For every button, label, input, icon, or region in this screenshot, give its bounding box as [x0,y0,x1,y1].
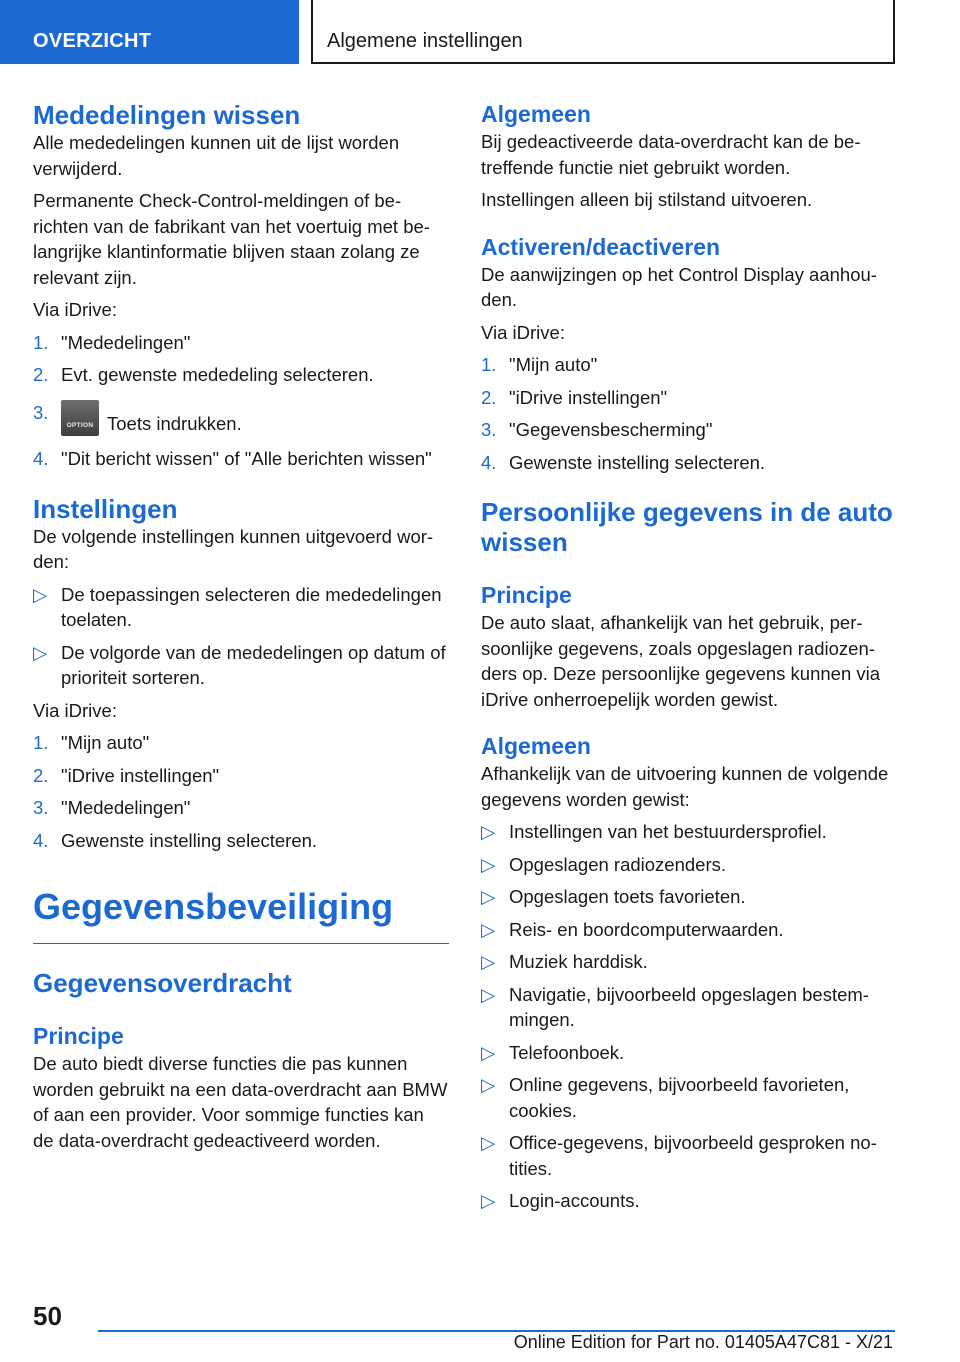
list-item [481,852,895,878]
paragraph: De auto slaat, afhankelijk van het gebruik, persoonlijke gegevens, zoals opgeslagen radiozenders op. Deze persoonlijke gegevens kunnen via iDrive onherroepelijk worden gewist. [481,612,881,710]
list-item [481,1130,895,1181]
step-text: "iDrive instellingen" [61,764,220,786]
triangle-bullet-icon: ▷ [481,853,496,875]
step-text: Gewenste instelling selecteren. [509,451,766,473]
paragraph: De aanwijzingen op het Control Display aanhouden. [481,263,877,310]
list-item [481,1188,895,1214]
bullet-list [481,819,895,1214]
step-text: "Dit bericht wissen" of "Alle berichten wissen" [61,448,432,469]
step-number: 2. [481,386,497,408]
step-number: 3. [481,419,497,440]
list-item [33,582,449,633]
list-item [33,362,449,388]
bullet-text: Opgeslagen toets favorieten. [509,886,746,907]
steps-list [33,330,449,472]
triangle-bullet-icon: ▷ [481,886,496,907]
triangle-bullet-icon: ▷ [481,1041,496,1063]
header-chapter-tab [311,0,895,64]
subsection-title-algemeen: Algemeen [481,101,591,127]
header-section-tab [0,0,299,64]
triangle-bullet-icon: ▷ [481,1074,496,1095]
step-text: "Mededelingen" [61,331,191,353]
list-item [33,828,449,854]
triangle-bullet-icon: ▷ [33,583,48,605]
list-item [481,1072,895,1123]
section-title-mededelingen-wissen: Mededelingen wissen [33,100,301,130]
page-number: 50 [33,1301,62,1331]
triangle-bullet-icon: ▷ [33,641,48,663]
step-number: 1. [33,331,49,353]
step-text: "Mijn auto" [61,732,150,753]
bullet-text: Online gegevens, bijvoorbeeld favorieten, cookies. [509,1074,850,1121]
triangle-bullet-icon: ▷ [481,1190,496,1211]
list-item [33,730,449,756]
via-idrive-label: Via iDrive: [481,321,565,343]
list-item [33,795,449,821]
step-text: "Mededelingen" [61,797,191,818]
step-number: 2. [33,764,49,786]
via-idrive-label: Via iDrive: [33,299,117,320]
bullet-text: Opgeslagen radiozenders. [509,853,727,875]
via-idrive-label: Via iDrive: [33,699,117,721]
bullet-text: Instellingen van het bestuurdersprofiel. [509,821,827,842]
footer-edition: Online Edition for Part no. 01405A47C81 - X/21 [513,1332,893,1352]
triangle-bullet-icon: ▷ [481,918,496,940]
step-text: "iDrive instellingen" [509,386,668,408]
step-number: 1. [481,354,497,375]
steps-list [481,352,895,475]
paragraph: De auto biedt diverse functies die pas kunnen worden gebruikt na een data-overdracht aan BMW of aan een provider. Voor sommige functies kan de data-overdracht gedeactiveerd worden. [33,1053,448,1151]
bullet-text: Login-accounts. [509,1190,640,1211]
step-number: 3. [33,401,49,423]
triangle-bullet-icon: ▷ [481,983,496,1005]
step-number: 2. [33,364,49,385]
subsection-title-algemeen: Algemeen [481,733,591,759]
bullet-text: Muziek harddisk. [509,951,648,972]
paragraph: Alle mededelingen kunnen uit de lijst worden verwijderd. [33,132,400,179]
right-column [481,100,895,1221]
paragraph: Instellingen alleen bij stilstand uitvoeren. [481,189,813,210]
step-text: Gewenste instelling selecteren. [61,829,318,851]
chapter-title-gegevensbeveiliging: Gegevensbeveiliging [33,885,449,944]
subsection-title-activeren-deactiveren: Activeren/deactiveren [481,233,721,260]
list-item [481,352,895,378]
option-button-icon-label: OPTION [66,421,94,429]
bullet-text: Office-gegevens, bijvoorbeeld gesproken notities. [509,1132,877,1179]
step-text: Toets indrukken. [107,412,242,434]
list-item [481,417,895,443]
section-title-gegevensoverdracht: Gegevensoverdracht [33,968,292,998]
list-item [33,330,449,356]
header-section-label: OVERZICHT [33,30,152,52]
paragraph: De volgende instellingen kunnen uitgevoerd worden: [33,525,434,572]
paragraph: Bij gedeactiveerde data-overdracht kan de betreffende functie niet gebruikt worden. [481,131,861,178]
list-item [33,400,449,437]
subsection-title-principe: Principe [481,582,572,608]
triangle-bullet-icon: ▷ [481,821,496,842]
bullet-list [33,582,449,691]
section-title-persoonlijke-gegevens: Persoonlijke gegevens in de auto wissen [481,497,893,557]
step-text: Evt. gewenste mededeling selecteren. [61,364,374,385]
header-chapter-label: Algemene instellingen [327,30,523,52]
list-item [481,819,895,845]
section-title-instellingen: Instellingen [33,493,178,524]
step-number: 3. [33,797,49,818]
bullet-text: Reis- en boordcomputerwaarden. [509,918,784,940]
bullet-text: Telefoonboek. [509,1041,625,1063]
list-item [33,446,449,472]
option-button-icon [61,400,99,436]
left-column [33,100,449,1160]
step-number: 4. [481,451,497,473]
paragraph: Afhankelijk van de uitvoering kunnen de volgende gegevens worden gewist: [481,763,889,810]
bullet-text: Navigatie, bijvoorbeeld opgeslagen bestemmingen. [509,983,869,1030]
list-item [481,982,895,1033]
triangle-bullet-icon: ▷ [481,1132,496,1153]
bullet-text: De toepassingen selecteren die mededelingen toelaten. [61,583,442,630]
list-item [481,949,895,975]
steps-list [33,730,449,853]
list-item [481,917,895,943]
step-number: 4. [33,829,49,851]
list-item [481,1040,895,1066]
triangle-bullet-icon: ▷ [481,951,496,972]
list-item [33,640,449,691]
subsection-title-principe: Principe [33,1023,124,1049]
list-item [481,385,895,411]
step-number: 4. [33,448,49,469]
list-item [481,884,895,910]
list-item [33,763,449,789]
bullet-text: De volgorde van de mededelingen op datum of prioriteit sorteren. [61,641,446,688]
step-text: "Gegevensbescherming" [509,419,713,440]
step-number: 1. [33,732,49,753]
list-item [481,450,895,476]
step-text: "Mijn auto" [509,354,598,375]
paragraph: Permanente Check-Control-meldingen of berichten van de fabrikant van het voertuig met belangrijke klantinformatie blijven staan zolang ze relevant zijn. [33,190,430,288]
